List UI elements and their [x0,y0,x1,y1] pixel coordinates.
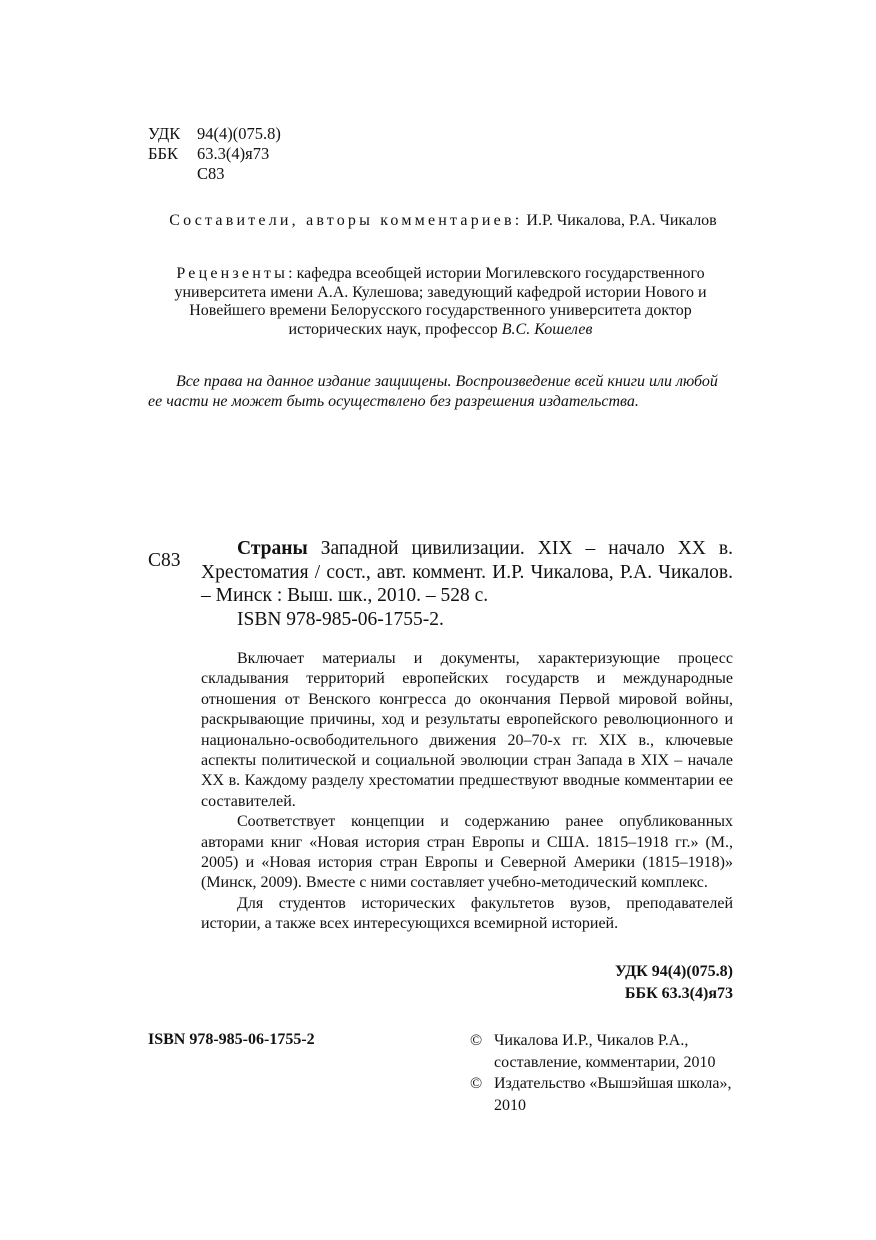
reviewers-block [148,265,733,339]
udk-label: УДК [148,124,181,143]
annotation-paragraph: Включает материалы и документы, характеризующие процесс складывания территорий европейских государств и международные отношения от Венского конгресса до окончания Первой мировой войны, раскрывающие причины, ход и результаты европейского революционного и национально-освободительного движения 20–70-х гг. XIX в., ключевые аспекты политической и социальной эволюции стран Запада в XIX – начале XX в. Каждому разделу хрестоматии предшествуют вводные комментарии ее составителей. [201,650,733,810]
annotation-udk: УДК 94(4)(075.8) [614,963,733,980]
bibliographic-record [201,537,733,631]
bibliography-code: С83 [148,550,181,571]
reviewers-text: : кафедра всеобщей истории Могилевского государственного университета имени А.А. Кулешова; заведующий кафедрой истории Нового и Новейшего времени Белорусского государственного университета доктор исторических наук, профессор [174,265,707,338]
reviewer-person: В.С. Кошелев [501,320,593,338]
bbk-label: ББК [148,144,178,163]
book-isbn: ISBN 978-985-06-1755-2. [237,608,444,630]
book-description: Западной цивилизации. XIX – начало XX в. Хрестоматия / сост., авт. коммент. И.Р. Чикалова, Р.А. Чикалов. – Минск : Выш. шк., 2010. – 528 с. [201,538,733,606]
compilers-names: И.Р. Чикалова, Р.А. Чикалов [526,212,717,229]
copyright-text: Издательство «Вышэйшая школа», 2010 [494,1075,732,1114]
annotation-paragraph: Для студентов исторических факультетов вузов, преподавателей истории, а также всех интересующихся всемирной историей. [201,894,733,933]
annotation-bbk: ББК 63.3(4)я73 [624,985,733,1002]
annotation-paragraph: Соответствует концепции и содержанию ранее опубликованных авторами книг «Новая история стран Европы и США. 1815–1918 гг.» (М., 2005) и «Новая история стран Европы и Северной Америки (1815–1918)» (Минск, 2009). Вместе с ними составляет учебно-методический комплекс. [201,813,733,892]
reviewers-label: Рецензенты [176,265,289,282]
rights-notice [148,372,735,412]
udk-value: 94(4)(075.8) [197,124,281,143]
copyright-entry [470,1073,740,1116]
catalog-codes [148,124,281,184]
copyright-icon: © [470,1075,483,1092]
annotation-codes [520,961,733,1005]
compilers-label: Составители, авторы комментариев: [169,212,523,229]
author-mark: С83 [197,164,225,183]
copyright-text: Чикалова И.Р., Чикалов Р.А., составление, комментарии, 2010 [494,1032,716,1071]
copyright-entry [470,1030,740,1073]
annotation [201,649,733,935]
copyright-block [470,1030,740,1116]
rights-line-1: Все права на данное издание защищены. Воспроизведение всей книги или любой [176,373,718,390]
bbk-row [148,144,281,164]
author-mark-row [148,164,281,184]
bbk-value: 63.3(4)я73 [197,144,270,163]
book-title-bold: Страны [237,538,308,559]
rights-line-2: ее части не может быть осуществлено без разрешения издательства. [148,393,639,410]
udk-row [148,124,281,144]
copyright-icon: © [470,1032,483,1049]
footer-isbn: ISBN 978-985-06-1755-2 [148,1031,315,1048]
compilers-line [148,212,738,230]
